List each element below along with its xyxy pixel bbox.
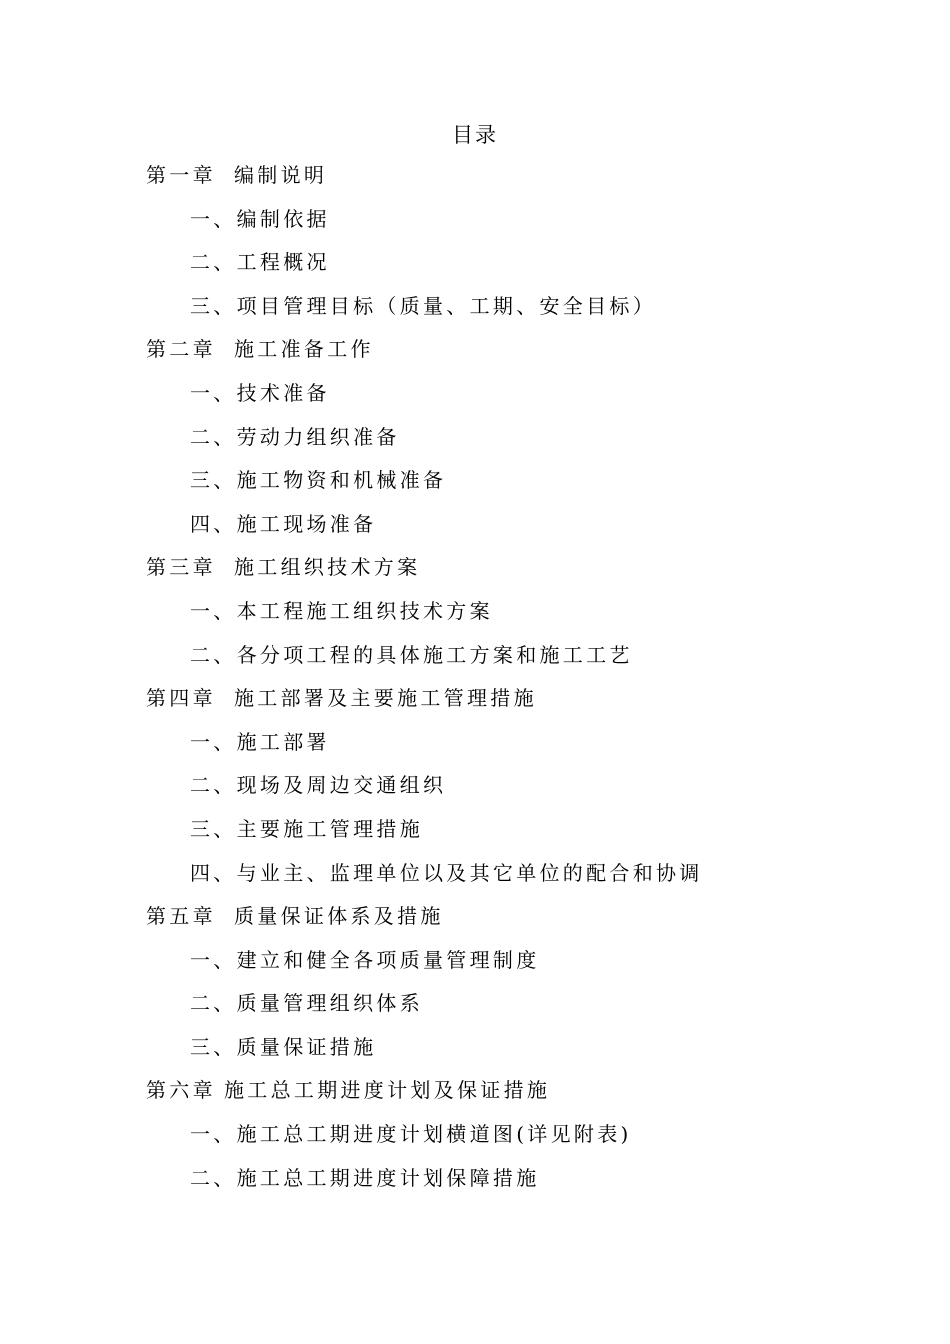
toc-section: 一、编制依据	[190, 206, 330, 231]
toc-section: 二、各分项工程的具体施工方案和施工工艺	[190, 642, 633, 667]
toc-section: 一、本工程施工组织技术方案	[190, 598, 493, 623]
toc-section: 一、施工部署	[190, 729, 330, 754]
toc-section: 四、与业主、监理单位以及其它单位的配合和协调	[190, 860, 703, 885]
toc-section: 三、质量保证措施	[190, 1034, 377, 1059]
toc-chapter-5	[0, 898, 950, 942]
toc-chapter-2	[0, 331, 950, 375]
toc-section: 二、劳动力组织准备	[190, 424, 400, 449]
toc-section: 二、质量管理组织体系	[190, 991, 423, 1016]
toc-section: 四、施工现场准备	[190, 511, 377, 536]
toc-section: 二、施工总工期进度计划保障措施	[190, 1165, 540, 1190]
toc-chapter-1	[0, 157, 950, 201]
toc-chapter-3	[0, 549, 950, 593]
chapter-title: 编制说明	[234, 163, 328, 187]
chapter-number: 第六章	[146, 1078, 216, 1103]
toc-section: 三、主要施工管理措施	[190, 816, 423, 841]
chapter-title: 施工总工期进度计划及保证措施	[224, 1078, 551, 1103]
chapter-number: 第四章	[146, 686, 216, 711]
chapter-number: 第五章	[146, 904, 216, 929]
toc-section: 一、技术准备	[190, 380, 330, 405]
toc-section: 二、工程概况	[190, 250, 330, 275]
toc-list	[0, 157, 950, 1203]
toc-section: 一、施工总工期进度计划横道图(详见附表)	[190, 1122, 632, 1147]
chapter-title: 施工组织技术方案	[234, 555, 421, 580]
toc-chapter-6	[0, 1072, 950, 1116]
toc-section: 一、建立和健全各项质量管理制度	[190, 947, 540, 972]
toc-chapter-4	[0, 680, 950, 724]
chapter-title: 施工部署及主要施工管理措施	[234, 686, 537, 711]
toc-section: 二、现场及周边交通组织	[190, 773, 447, 798]
toc-title: 目录	[452, 123, 498, 147]
chapter-number: 第一章	[146, 163, 216, 187]
chapter-title: 施工准备工作	[234, 337, 374, 362]
toc-section: 三、施工物资和机械准备	[190, 468, 447, 493]
chapter-number: 第三章	[146, 555, 216, 580]
toc-section: 三、项目管理目标（质量、工期、安全目标）	[190, 293, 656, 318]
chapter-title: 质量保证体系及措施	[234, 904, 444, 929]
chapter-number: 第二章	[146, 337, 216, 362]
